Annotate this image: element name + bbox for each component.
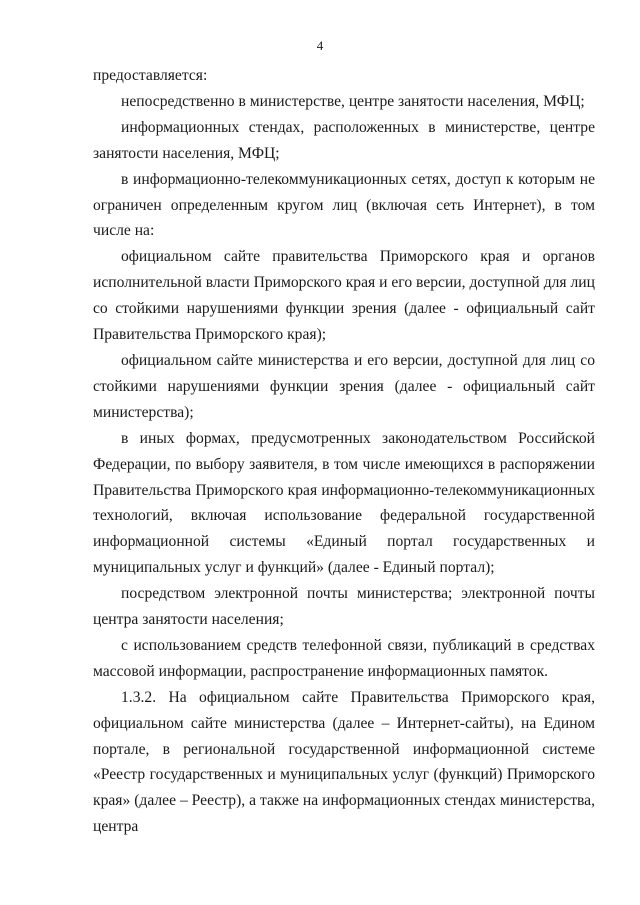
- paragraph-section-1-3-2: 1.3.2. На официальном сайте Правительства Приморского края, официальном сайте министерства (далее – Интернет-сайты), на Едином портале, в региональной государственной информационной системе «Реестр государственных и муниципальных услуг (функций) Приморского края» (далее – Реестр), а также на информационных стендах министерства, центра: [93, 688, 595, 836]
- paragraph-telecom-networks: в информационно-телекоммуникационных сетях, доступ к которым не ограничен определенным кругом лиц (включая сеть Интернет), в том числе на:: [93, 170, 595, 240]
- page-number: 4: [316, 38, 324, 53]
- paragraph-phone-media: с использованием средств телефонной связи, публикаций в средствах массовой информации, распространение информационных памяток.: [93, 636, 595, 680]
- paragraph-info-stands: информационных стендах, расположенных в министерстве, центре занятости населения, МФЦ;: [93, 118, 595, 162]
- paragraph-ministry-site: официальном сайте министерства и его версии, доступной для лиц со стойкими нарушениями функции зрения (далее - официальный сайт министерства);: [93, 351, 595, 421]
- paragraph-email: посредством электронной почты министерства; электронной почты центра занятости населения;: [93, 585, 595, 629]
- paragraph-government-site: официальном сайте правительства Приморского края и органов исполнительной власти Приморского края и его версии, доступной для лиц со стойкими нарушениями функции зрения (далее - официальный сайт Правительства Приморского края);: [93, 248, 595, 344]
- document-body: [93, 63, 595, 840]
- paragraph-other-forms: в иных формах, предусмотренных законодательством Российской Федерации, по выбору заявителя, в том числе имеющихся в распоряжении Правительства Приморского края информационно-телекоммуникационных технологий, включая использование федеральной государственной информационной системы «Единый портал государственных и муниципальных услуг и функций» (далее - Единый портал);: [93, 429, 595, 577]
- paragraph-continuation: предоставляется:: [93, 67, 208, 84]
- paragraph-in-ministry: непосредственно в министерстве, центре занятости населения, МФЦ;: [121, 92, 585, 110]
